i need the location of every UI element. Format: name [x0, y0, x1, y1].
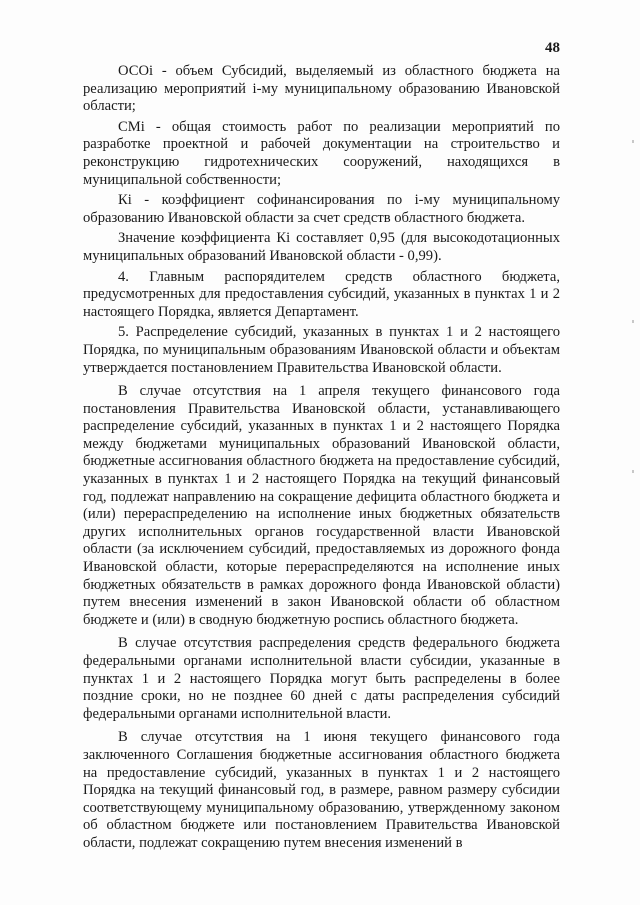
paragraph-sm-definition: СМi - общая стоимость работ по реализации мероприятий по разработке проектной и рабочей документации на строительство и реконструкцию гидротехнических сооружений, находящихся в муниципальной собственности; [83, 118, 560, 188]
document-body [83, 63, 560, 856]
paragraph-oso-definition: ОСОi - объем Субсидий, выделяемый из областного бюджета на реализацию мероприятий i-му муниципальному образованию Ивановской области; [83, 63, 560, 115]
paragraph-k-definition: Кi - коэффициент софинансирования по i-му муниципальному образованию Ивановской области за счет средств областного бюджета. [83, 192, 560, 226]
paragraph-federal-case: В случае отсутствия распределения средств федерального бюджета федеральными органами исполнительной власти субсидии, указанные в пунктах 1 и 2 настоящего Порядка могут быть распределены в более поздние сроки, но не позднее 60 дней с даты распределения субсидий федеральными органами исполнительной власти. [83, 635, 560, 722]
paragraph-item-5: 5. Распределение субсидий, указанных в пунктах 1 и 2 настоящего Порядка, по муниципальным образованиям Ивановской области и объектам утверждается постановлением Правительства Ивановской области. [83, 324, 560, 376]
paragraph-april-case: В случае отсутствия на 1 апреля текущего финансового года постановления Правительства Ивановской области, устанавливающего распределение субсидий, указанных в пунктах 1 и 2 настоящего Порядка между бюджетами муниципальных образований Ивановской области, бюджетные ассигнования областного бюджета на предоставление субсидий, указанных в пунктах 1 и 2 настоящего Порядка на текущий финансовый год, подлежат направлению на сокращение дефицита областного бюджета и (или) перераспределению на исполнение иных бюджетных обязательств других исполнительных органов государственной власти Ивановской области (за исключением субсидий, предоставляемых из дорожного фонда Ивановской области, которые перераспределяются на исполнение иных бюджетных обязательств в рамках дорожного фонда Ивановской области) путем внесения изменений в закон Ивановской области об областном бюджете и (или) в сводную бюджетную роспись областного бюджета. [83, 383, 560, 628]
scan-edge-mark [632, 470, 634, 473]
paragraph-k-value: Значение коэффициента Кi составляет 0,95 (для высокодотационных муниципальных образований Ивановской области - 0,99). [83, 230, 560, 264]
paragraph-item-4: 4. Главным распорядителем средств областного бюджета, предусмотренных для предоставления субсидий, указанных в пунктах 1 и 2 настоящего Порядка, является Департамент. [83, 268, 560, 320]
scan-edge-mark [632, 320, 634, 323]
scan-edge-mark [632, 140, 634, 143]
paragraph-june-case: В случае отсутствия на 1 июня текущего финансового года заключенного Соглашения бюджетные ассигнования областного бюджета на предоставление субсидий, указанных в пунктах 1 и 2 настоящего Порядка на текущий финансовый год, в размере, равном размеру субсидии соответствующему муниципальному образованию, утвержденному законом об областном бюджете или постановлением Правительства Ивановской области, подлежат сокращению путем внесения изменений в [83, 729, 560, 851]
page-number: 48 [545, 40, 560, 56]
